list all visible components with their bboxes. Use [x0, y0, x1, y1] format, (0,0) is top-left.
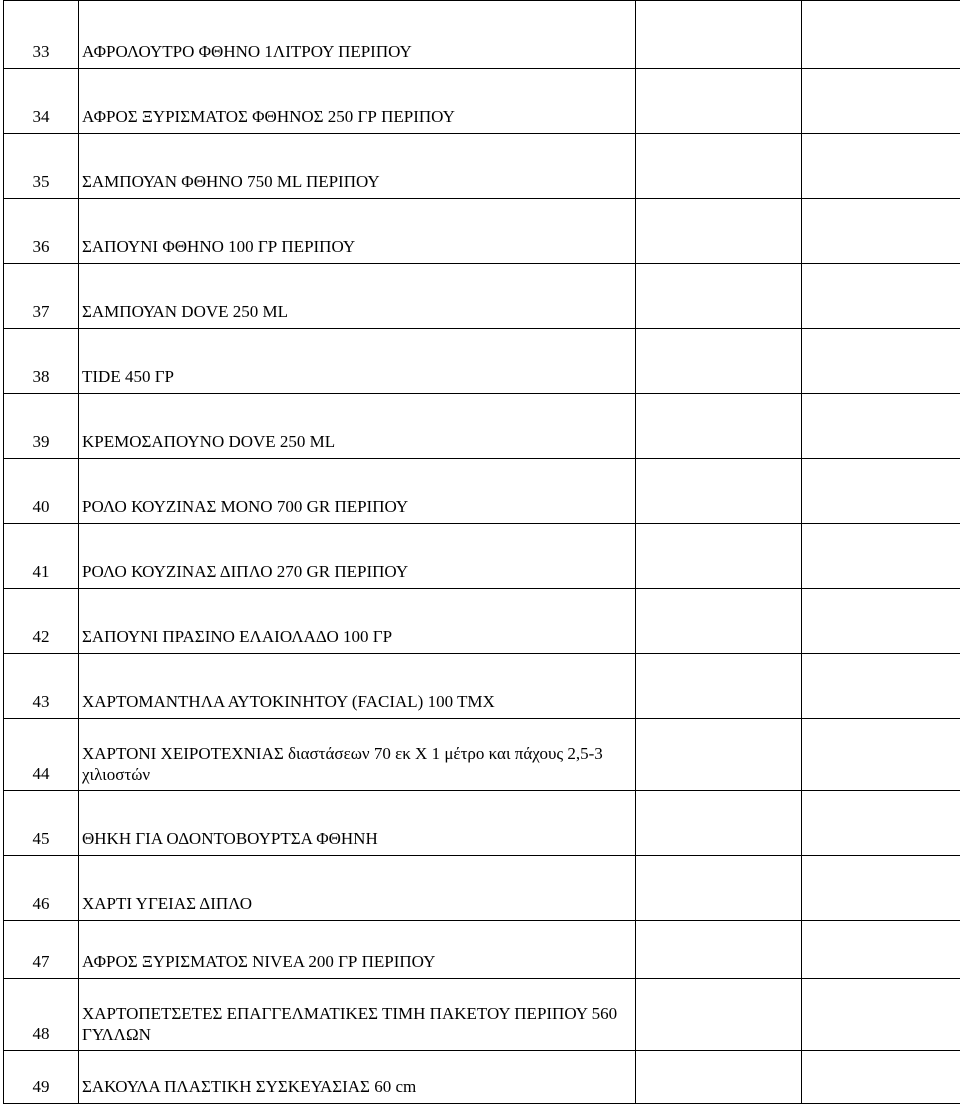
item-cell-empty [636, 1051, 802, 1104]
item-description: ΧΑΡΤΟΠΕΤΣΕΤΕΣ ΕΠΑΓΓΕΛΜΑΤΙΚΕΣ ΤΙΜΗ ΠΑΚΕΤΟΥ ΠΕΡΙΠΟΥ 560 ΓΥΛΛΩΝ [79, 979, 636, 1051]
item-cell-empty [636, 394, 802, 459]
item-cell-empty [636, 524, 802, 589]
item-description: ΧΑΡΤΟΜΑΝΤΗΛΑ ΑΥΤΟΚΙΝΗΤΟΥ (FACIAL) 100 ΤΜΧ [79, 654, 636, 719]
item-number: 35 [4, 134, 79, 199]
item-number: 43 [4, 654, 79, 719]
item-number: 48 [4, 979, 79, 1051]
item-cell-empty [636, 199, 802, 264]
item-cell-empty [636, 264, 802, 329]
item-cell-empty [802, 329, 960, 394]
item-cell-empty [636, 134, 802, 199]
item-cell-empty [636, 856, 802, 921]
item-cell-empty [802, 921, 960, 979]
item-description: ΣΑΠΟΥΝΙ ΦΘΗΝΟ 100 ΓΡ ΠΕΡΙΠΟΥ [79, 199, 636, 264]
item-description: TIDE 450 ΓΡ [79, 329, 636, 394]
item-description: ΘΗΚΗ ΓΙΑ ΟΔΟΝΤΟΒΟΥΡΤΣΑ ΦΘΗΝΗ [79, 791, 636, 856]
item-cell-empty [802, 199, 960, 264]
item-description: ΣΑΠΟΥΝΙ ΠΡΑΣΙΝΟ ΕΛΑΙΟΛΑΔΟ 100 ΓΡ [79, 589, 636, 654]
item-number: 37 [4, 264, 79, 329]
item-description: ΑΦΡΟΣ ΞΥΡΙΣΜΑΤΟΣ NIVEA 200 ΓΡ ΠΕΡΙΠΟΥ [79, 921, 636, 979]
item-cell-empty [802, 1051, 960, 1104]
item-cell-empty [636, 459, 802, 524]
item-cell-empty [802, 589, 960, 654]
item-description: ΡΟΛΟ ΚΟΥΖΙΝΑΣ ΔΙΠΛΟ 270 GR ΠΕΡΙΠΟΥ [79, 524, 636, 589]
item-description: ΧΑΡΤΙ ΥΓΕΙΑΣ ΔΙΠΛΟ [79, 856, 636, 921]
table-row [4, 589, 960, 654]
table-row [4, 921, 960, 979]
item-cell-empty [636, 719, 802, 791]
table-row [4, 1051, 960, 1104]
item-number: 38 [4, 329, 79, 394]
table-row [4, 134, 960, 199]
item-cell-empty [636, 791, 802, 856]
table-row [4, 264, 960, 329]
item-number: 40 [4, 459, 79, 524]
table-row [4, 856, 960, 921]
table-row [4, 199, 960, 264]
item-cell-empty [802, 69, 960, 134]
item-number: 49 [4, 1051, 79, 1104]
table-row [4, 459, 960, 524]
item-number: 33 [4, 1, 79, 69]
table-row [4, 1, 960, 69]
table-row [4, 719, 960, 791]
item-cell-empty [802, 856, 960, 921]
item-description: ΚΡΕΜΟΣΑΠΟΥΝΟ DOVE 250 ML [79, 394, 636, 459]
item-cell-empty [802, 524, 960, 589]
item-number: 42 [4, 589, 79, 654]
table-row [4, 654, 960, 719]
item-cell-empty [802, 791, 960, 856]
item-cell-empty [636, 654, 802, 719]
item-cell-empty [636, 1, 802, 69]
item-cell-empty [636, 329, 802, 394]
item-cell-empty [802, 1, 960, 69]
table-row [4, 394, 960, 459]
item-number: 34 [4, 69, 79, 134]
item-cell-empty [802, 134, 960, 199]
item-description: ΧΑΡΤΟΝΙ ΧΕΙΡΟΤΕΧΝΙΑΣ διαστάσεων 70 εκ Χ 1 μέτρο και πάχους 2,5-3 χιλιοστών [79, 719, 636, 791]
item-cell-empty [802, 264, 960, 329]
item-description: ΣΑΚΟΥΛΑ ΠΛΑΣΤΙΚΗ ΣΥΣΚΕΥΑΣΙΑΣ 60 cm [79, 1051, 636, 1104]
item-cell-empty [802, 654, 960, 719]
item-cell-empty [802, 979, 960, 1051]
item-description: ΑΦΡΟΛΟΥΤΡΟ ΦΘΗΝΟ 1ΛΙΤΡΟΥ ΠΕΡΙΠΟΥ [79, 1, 636, 69]
item-cell-empty [636, 69, 802, 134]
item-description: ΣΑΜΠΟΥΑΝ ΦΘΗΝΟ 750 ML ΠΕΡΙΠΟΥ [79, 134, 636, 199]
item-cell-empty [636, 921, 802, 979]
items-table [3, 0, 960, 1104]
item-cell-empty [802, 719, 960, 791]
item-description: ΣΑΜΠΟΥΑΝ DOVE 250 ML [79, 264, 636, 329]
item-number: 41 [4, 524, 79, 589]
item-number: 44 [4, 719, 79, 791]
item-number: 46 [4, 856, 79, 921]
items-table-body [4, 1, 960, 1104]
table-row [4, 979, 960, 1051]
item-number: 36 [4, 199, 79, 264]
item-cell-empty [636, 979, 802, 1051]
item-cell-empty [636, 589, 802, 654]
item-number: 47 [4, 921, 79, 979]
item-description: ΡΟΛΟ ΚΟΥΖΙΝΑΣ ΜΟΝΟ 700 GR ΠΕΡΙΠΟΥ [79, 459, 636, 524]
item-cell-empty [802, 459, 960, 524]
item-cell-empty [802, 394, 960, 459]
item-number: 45 [4, 791, 79, 856]
table-row [4, 69, 960, 134]
item-number: 39 [4, 394, 79, 459]
item-description: ΑΦΡΟΣ ΞΥΡΙΣΜΑΤΟΣ ΦΘΗΝΟΣ 250 ΓΡ ΠΕΡΙΠΟΥ [79, 69, 636, 134]
table-row [4, 329, 960, 394]
table-row [4, 791, 960, 856]
table-row [4, 524, 960, 589]
